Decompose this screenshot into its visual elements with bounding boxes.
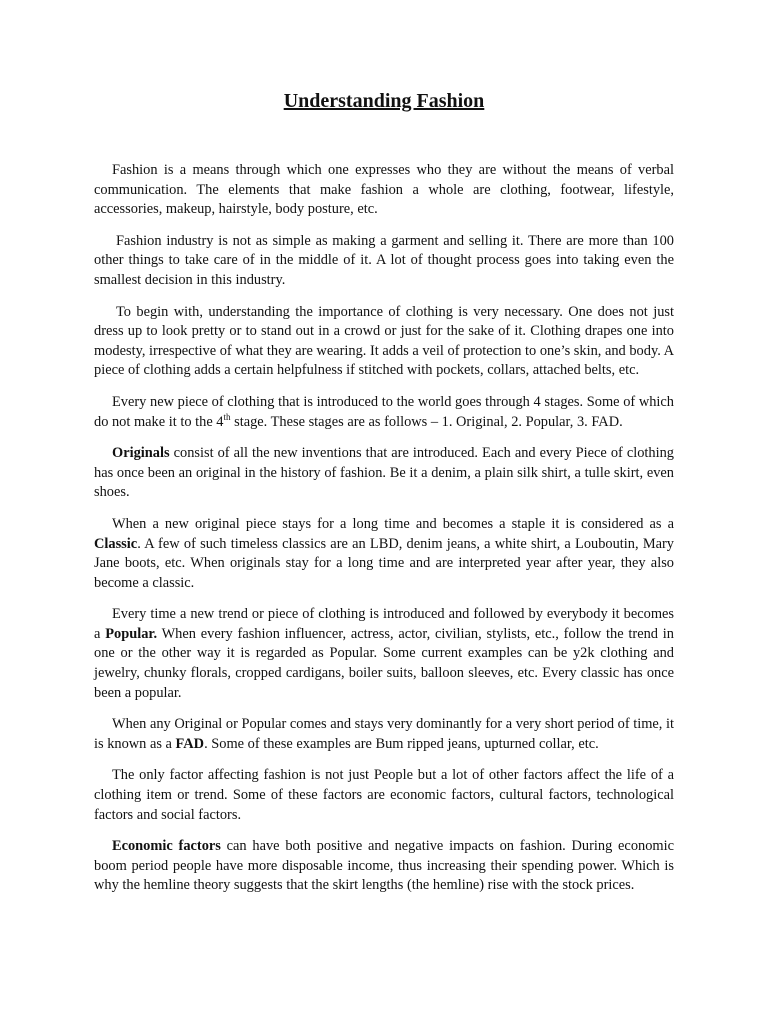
document-body bbox=[94, 161, 674, 908]
term-popular: Popular. bbox=[105, 625, 158, 642]
term-fad: FAD bbox=[175, 735, 205, 752]
paragraph-four-stages bbox=[94, 393, 674, 432]
paragraph-fashion-industry: Fashion industry is not as simple as making a garment and selling it. There are more than 100 other things to take care of in the middle of it. A lot of thought process goes into taking even the smallest decision in this industry. bbox=[94, 232, 674, 288]
paragraph-classic-text-1: When a new original piece stays for a long time and becomes a staple it is considered as a bbox=[112, 515, 674, 532]
paragraph-four-stages-text-2: stage. These stages are as follows – 1. Original, 2. Popular, 3. FAD. bbox=[230, 413, 623, 430]
superscript-ordinal: th bbox=[223, 411, 231, 422]
paragraph-other-factors: The only factor affecting fashion is not just People but a lot of other factors affect the life of a clothing item or trend. Some of these factors are economic factors, cultural factors, technological factors and social factors. bbox=[94, 767, 674, 823]
term-originals: Originals bbox=[112, 445, 170, 462]
paragraph-economic-factors bbox=[94, 837, 674, 896]
term-economic-factors: Economic factors bbox=[112, 838, 221, 855]
paragraph-fashion-definition: Fashion is a means through which one expresses who they are without the means of verbal communication. The elements that make fashion a whole are clothing, footwear, lifestyle, accessories, makeup, hairstyle, body posture, etc. bbox=[94, 162, 674, 218]
paragraph-fad bbox=[94, 715, 674, 754]
paragraph-four-stages-text-1: Every new piece of clothing that is introduced to the world goes through 4 stages. Some of which do not make it to the 4 bbox=[94, 393, 674, 430]
paragraph-originals-text: consist of all the new inventions that are introduced. Each and every Piece of clothing has once been an original in the history of fashion. Be it a denim, a plain silk shirt, a tulle skirt, even shoes. bbox=[94, 445, 674, 501]
paragraph-importance-of-clothing: To begin with, understanding the importance of clothing is very necessary. One does not just dress up to look pretty or to stand out in a crowd or just for the sake of it. Clothing drapes one into modesty, irrespective of what they are wearing. It adds a veil of protection to one’s skin, and body. A piece of clothing adds a certain helpfulness if stitched with pockets, collars, attached belts, etc. bbox=[94, 303, 674, 379]
paragraph-fad-text-1: When any Original or Popular comes and stays very dominantly for a very short period of time, it is known as a bbox=[94, 716, 674, 752]
paragraph-economic-factors-text: can have both positive and negative impacts on fashion. During economic boom period people have more disposable income, thus increasing their spending power. Which is why the hemline theory suggests that the skirt lengths (the hemline) rise with the stock prices. bbox=[94, 838, 674, 894]
page-title: Understanding Fashion bbox=[283, 90, 485, 112]
paragraph-popular-text-2: When every fashion influencer, actress, actor, civilian, stylists, etc., follow the trend in one or the other way it is regarded as Popular. Some current examples can be y2k clothing and jewelry, chunky florals, cropped cardigans, boiler suits, balloon sleeves, etc. Every classic has once been a popular. bbox=[94, 625, 674, 701]
paragraph-classic bbox=[94, 515, 674, 593]
paragraph-originals bbox=[94, 444, 674, 503]
paragraph-popular bbox=[94, 605, 674, 703]
term-classic: Classic bbox=[94, 535, 138, 552]
paragraph-popular-text-1: Every time a new trend or piece of clothing is introduced and followed by everybody it becomes a bbox=[94, 606, 674, 642]
paragraph-classic-text-2: . A few of such timeless classics are an LBD, denim jeans, a white shirt, a Louboutin, Mary Jane boots, etc. When originals stay for a long time and are interpreted year after year, they also become a classic. bbox=[94, 535, 674, 591]
paragraph-fad-text-2: . Some of these examples are Bum ripped jeans, upturned collar, etc. bbox=[204, 735, 599, 752]
